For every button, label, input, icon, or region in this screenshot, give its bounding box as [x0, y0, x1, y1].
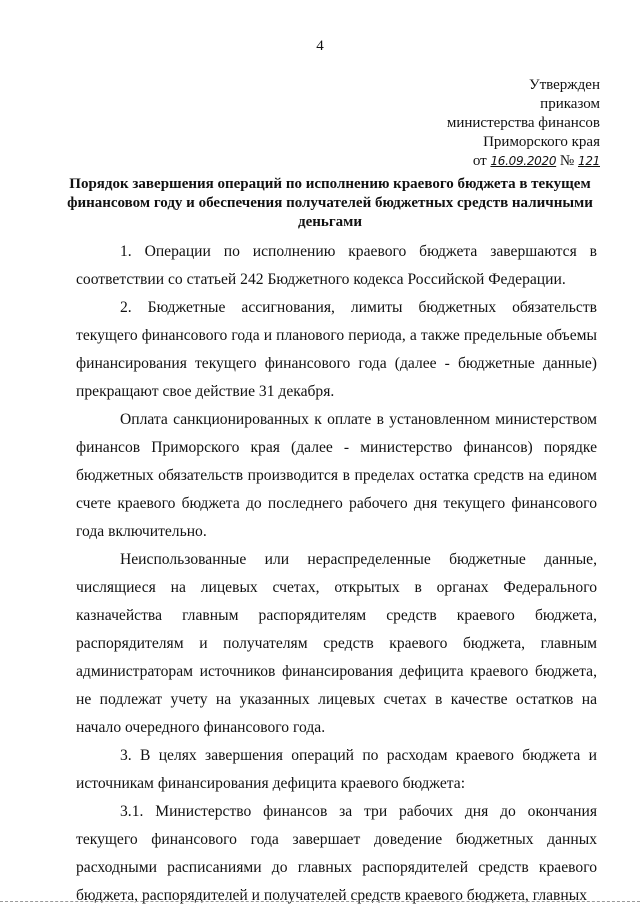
- approval-date-line: [447, 152, 600, 171]
- document-body: [76, 238, 597, 910]
- handwritten-number: 121: [577, 154, 600, 168]
- document-title: Порядок завершения операций по исполнению краевого бюджета в текущем финансовом году и обеспечения получателей бюджетных средств наличными деньгами: [67, 176, 593, 230]
- date-prefix: от: [472, 153, 487, 169]
- paragraph: 3.1. Министерство финансов за три рабочих дня до окончания текущего финансового года завершает доведение бюджетных данных расходными расписаниями до главных распорядителей средств краевого бюджета, распорядителей и получателей средств краевого бюджета, главных: [76, 803, 597, 904]
- paragraph: Неиспользованные или нераспределенные бюджетные данные, числящиеся на лицевых счетах, открытых в органах Федерального казначейства главным распорядителям средств краевого бюджета, распорядителям и получателям средств краевого бюджета, главным администраторам источников финансирования дефицита краевого бюджета, не подлежат учету на указанных лицевых счетах в качестве остатков на начало очередного финансового года.: [76, 551, 597, 736]
- handwritten-date: 16.09.2020: [490, 154, 557, 168]
- paragraph: 3. В целях завершения операций по расходам краевого бюджета и источникам финансирования дефицита краевого бюджета:: [76, 747, 597, 792]
- approval-line: Утвержден: [528, 77, 600, 93]
- paragraph: Оплата санкционированных к оплате в установленном министерством финансов Приморского края (далее - министерство финансов) порядке бюджетных обязательств производится в пределах остатка средств на едином счете краевого бюджета до последнего рабочего дня текущего финансового года включительно.: [76, 411, 597, 540]
- approval-line: Приморского края: [483, 134, 600, 150]
- page-number: 4: [316, 38, 324, 54]
- scan-edge-line: [0, 901, 640, 902]
- paragraph: 2. Бюджетные ассигнования, лимиты бюджетных обязательств текущего финансового года и планового периода, а также предельные объемы финансирования текущего финансового года (далее - бюджетные данные) прекращают свое действие 31 декабря.: [76, 299, 597, 400]
- approval-line: министерства финансов: [446, 115, 600, 131]
- approval-line: приказом: [540, 96, 600, 112]
- paragraph: 1. Операции по исполнению краевого бюджета завершаются в соответствии со статьей 242 Бюджетного кодекса Российской Федерации.: [76, 243, 597, 288]
- number-prefix: №: [559, 153, 575, 169]
- approval-stamp: [447, 76, 600, 171]
